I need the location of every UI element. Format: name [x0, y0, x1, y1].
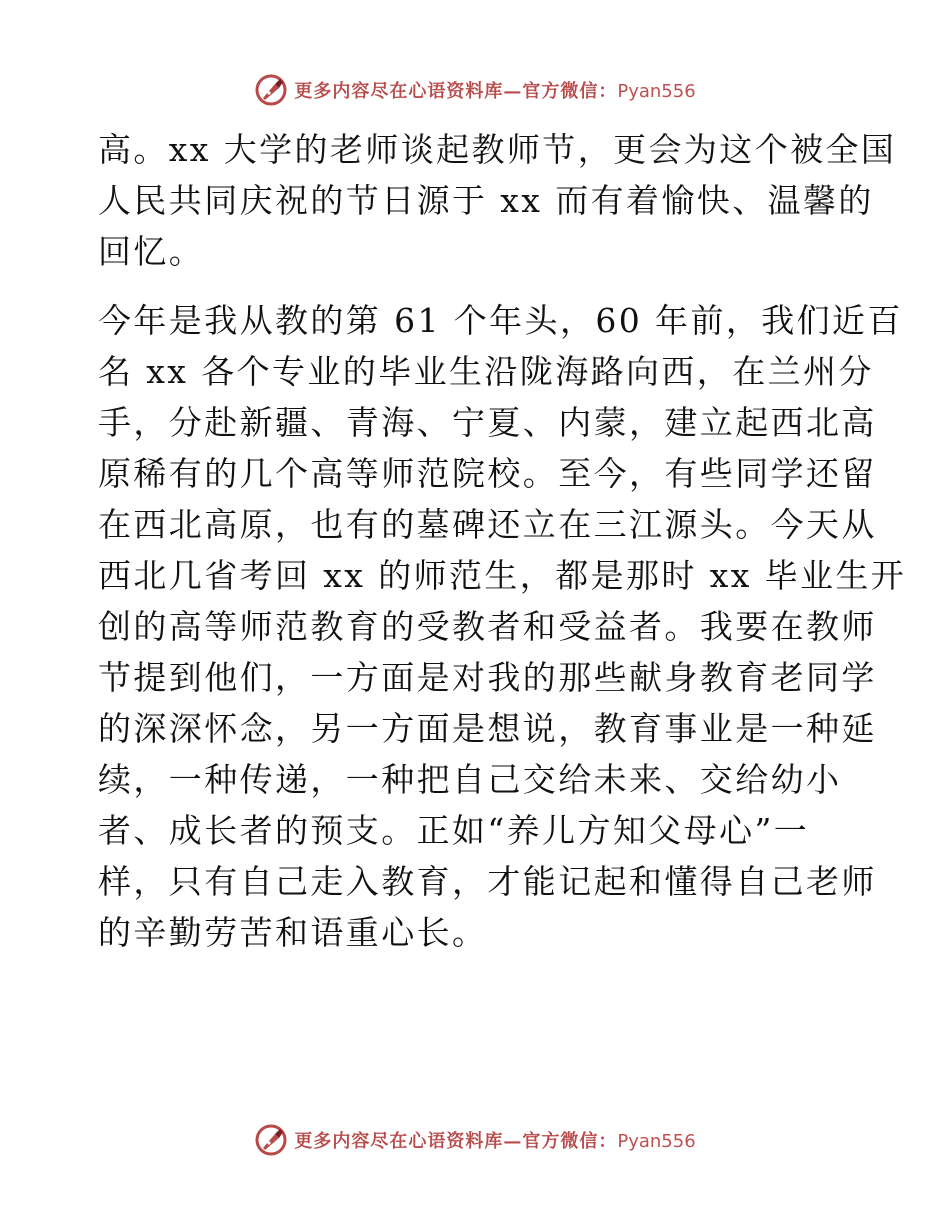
text-line: 在西北高原，也有的墓碑还立在三江源头。今天从 — [98, 505, 877, 544]
text-line: 的辛勤劳苦和语重心长。 — [98, 913, 488, 952]
text-line: 手，分赴新疆、青海、宁夏、内蒙，建立起西北高 — [98, 403, 877, 442]
header-wechat-label: 官方微信： — [522, 81, 618, 102]
header-watermark-banner — [0, 70, 950, 110]
text-line: 回忆。 — [98, 232, 205, 271]
text-line: 节提到他们，一方面是对我的那些献身教育老同学 — [98, 658, 877, 697]
footer-watermark-banner — [0, 1120, 950, 1160]
document-body — [98, 124, 907, 958]
text-line: 的深深怀念，另一方面是想说，教育事业是一种延 — [98, 709, 877, 748]
header-site-text: 更多内容尽在心语资料库 — [294, 81, 504, 102]
footer-separator: — — [503, 1131, 523, 1152]
text-line: 今年是我从教的第 61 个年头，60 年前，我们近百 — [98, 301, 903, 340]
paragraph-2 — [98, 295, 907, 958]
text-line: 高。xx 大学的老师谈起教师节，更会为这个被全国 — [98, 130, 897, 169]
header-watermark-text — [294, 77, 695, 103]
paragraph-1 — [98, 124, 897, 277]
text-line: 人民共同庆祝的节日源于 xx 而有着愉快、温馨的 — [98, 181, 874, 220]
pen-nib-circle-icon — [254, 1123, 288, 1157]
header-wechat-id: Pyan556 — [617, 81, 696, 102]
text-line: 原稀有的几个高等师范院校。至今，有些同学还留 — [98, 454, 877, 493]
header-separator: — — [503, 81, 523, 102]
text-line: 创的高等师范教育的受教者和受益者。我要在教师 — [98, 607, 877, 646]
text-line: 名 xx 各个专业的毕业生沿陇海路向西，在兰州分 — [98, 352, 874, 391]
text-line: 西北几省考回 xx 的师范生，都是那时 xx 毕业生开 — [98, 556, 907, 595]
pen-nib-circle-icon — [254, 73, 288, 107]
footer-site-text: 更多内容尽在心语资料库 — [294, 1131, 504, 1152]
text-line: 样，只有自己走入教育，才能记起和懂得自己老师 — [98, 862, 877, 901]
footer-wechat-label: 官方微信： — [522, 1131, 618, 1152]
text-line: 续，一种传递，一种把自己交给未来、交给幼小 — [98, 760, 842, 799]
footer-watermark-text — [294, 1127, 695, 1153]
text-line: 者、成长者的预支。正如“养儿方知父母心”一 — [98, 811, 810, 850]
footer-wechat-id: Pyan556 — [617, 1131, 696, 1152]
